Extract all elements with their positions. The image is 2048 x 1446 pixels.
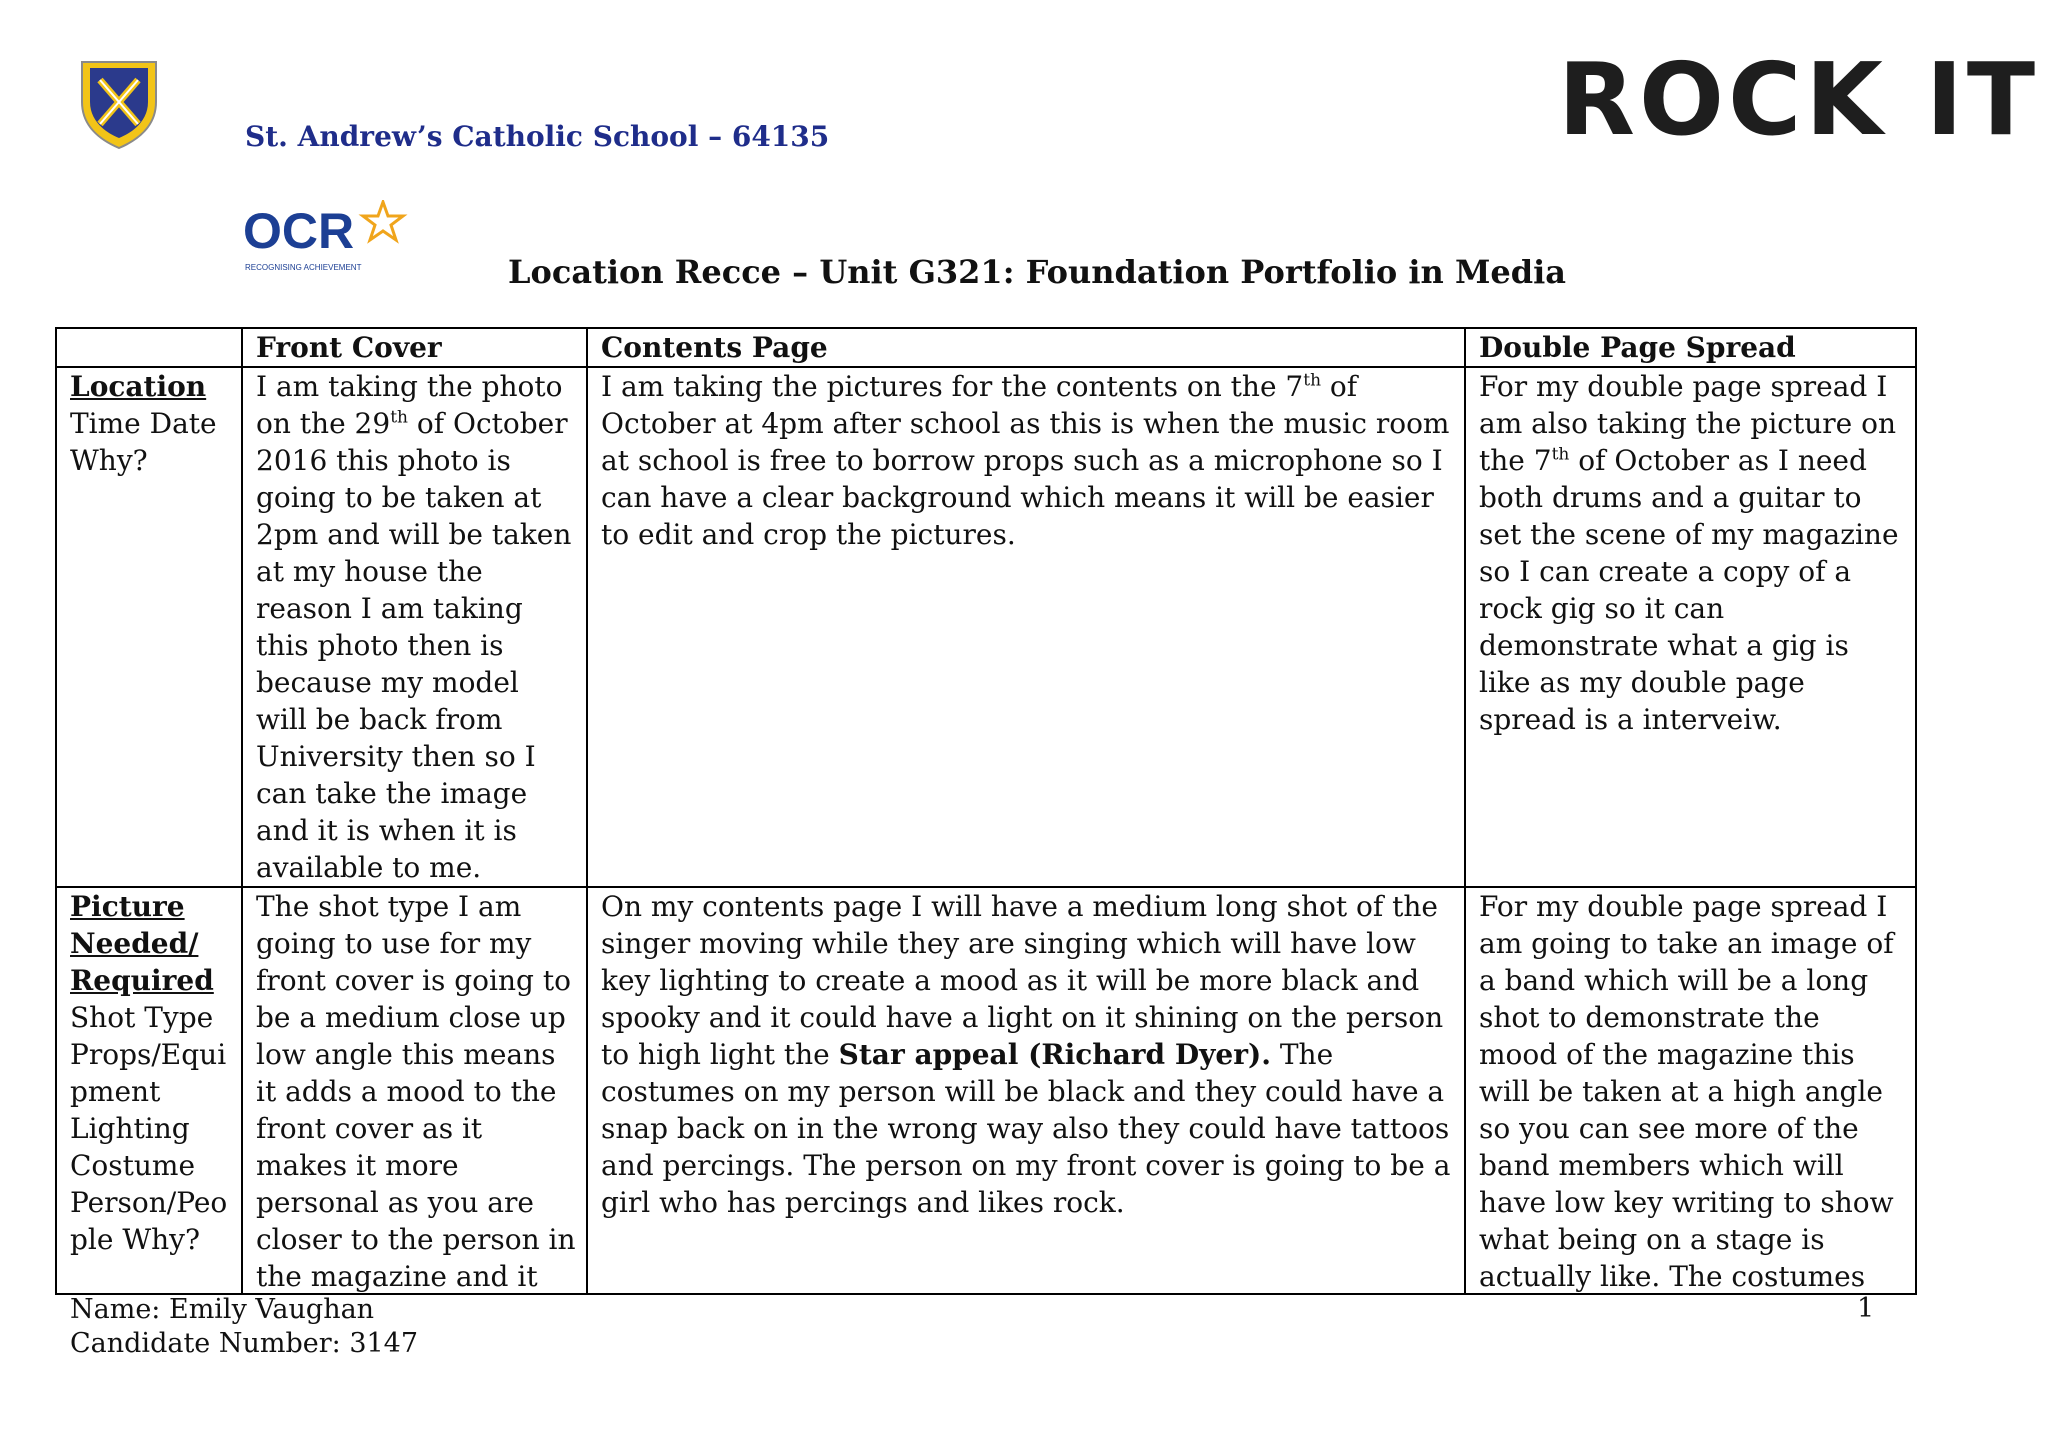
footer-student	[70, 1293, 418, 1361]
front-cover-cell: The shot type I am going to use for my front cover is going to be a medium close up low angle this means it adds a mood to the front cover as it makes it more personal as you are closer to the person in the magazine and it	[242, 887, 587, 1294]
page-number: 1	[1857, 1293, 1875, 1324]
table-row-location	[56, 367, 1916, 887]
table-row-picture-needed	[56, 887, 1916, 1294]
row-label-cell	[56, 367, 242, 887]
student-name: Name: Emily Vaughan	[70, 1294, 375, 1325]
header-cell-blank	[56, 328, 242, 367]
candidate-number: Candidate Number: 3147	[70, 1328, 419, 1359]
location-recce-table	[55, 327, 1917, 1295]
document-title: Location Recce – Unit G321: Foundation Portfolio in Media	[508, 253, 1566, 291]
header-double-page-spread: Double Page Spread	[1465, 328, 1916, 367]
row-heading-location: Location	[70, 370, 207, 403]
ocr-logo-tagline: RECOGNISING ACHIEVEMENT	[245, 263, 362, 272]
front-cover-cell: I am taking the photo on the 29th of October 2016 this photo is going to be taken at 2pm and will be taken at my house the reason I am taking this photo then is because my model will be back from University then so I can take the image and it is when it is available to me.	[242, 367, 587, 887]
school-crest-logo	[78, 58, 160, 150]
double-page-cell: For my double page spread I am going to take an image of a band which will be a long shot to demonstrate the mood of the magazine this will be taken at a high angle so you can see more of the band members which will have low key writing to show what being on a stage is actually like. The costumes	[1465, 887, 1916, 1294]
row-labels: Shot Type Props/Equipment Lighting Costume Person/People Why?	[70, 1001, 228, 1256]
row-labels: Time Date Why?	[70, 407, 217, 477]
ocr-logo-text: OCR	[243, 203, 355, 259]
table-header-row	[56, 328, 1916, 367]
contents-page-cell: I am taking the pictures for the contents on the 7th of October at 4pm after school as this is when the music room at school is free to borrow props such as a microphone so I can have a clear background which means it will be easier to edit and crop the pictures.	[587, 367, 1465, 887]
header-contents-page: Contents Page	[587, 328, 1465, 367]
school-name: St. Andrew’s Catholic School – 64135	[245, 120, 830, 153]
row-heading-picture-needed: Picture Needed/ Required	[70, 890, 214, 997]
header-front-cover: Front Cover	[242, 328, 587, 367]
row-label-cell	[56, 887, 242, 1294]
ocr-logo	[243, 200, 413, 280]
contents-page-cell: On my contents page I will have a medium long shot of the singer moving while they are singing which will have low key lighting to create a mood as it will be more black and spooky and it could have a light on it shining on the person to high light the Star appeal (Richard Dyer). The costumes on my person will be black and they could have a snap back on in the wrong way also they could have tattoos and percings. The person on my front cover is going to be a girl who has percings and likes rock.	[587, 887, 1465, 1294]
rock-it-logo: ROCK IT	[1558, 41, 2040, 158]
double-page-cell: For my double page spread I am also taking the picture on the 7th of October as I need both drums and a guitar to set the scene of my magazine so I can create a copy of a rock gig so it can demonstrate what a gig is like as my double page spread is a interveiw.	[1465, 367, 1916, 887]
